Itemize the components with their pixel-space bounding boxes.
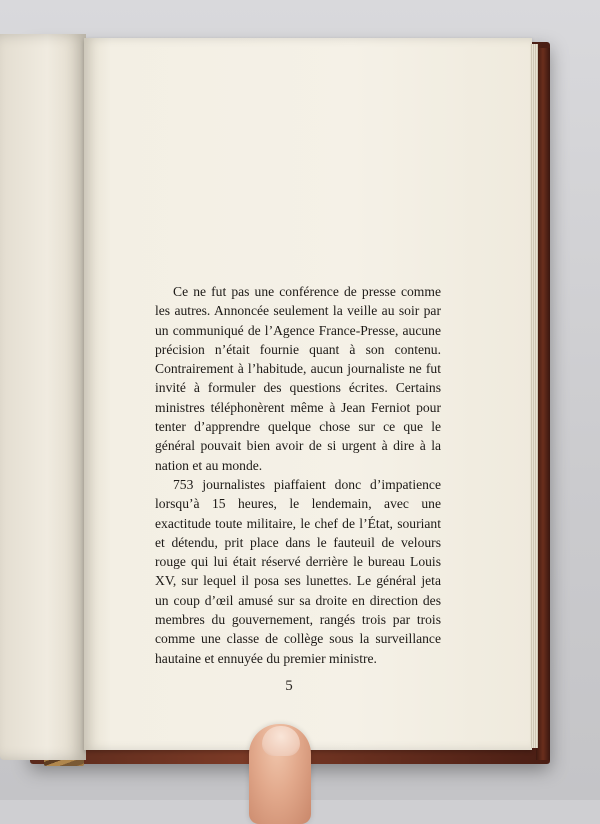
left-page	[0, 34, 86, 760]
paragraph-2: 753 journalistes piaffaient donc d’impatience lorsqu’à 15 heures, le lendemain, avec une exactitude toute militaire, le chef de l’État, souriant et détendu, prit place dans le fauteuil de velours rouge qui lui était réservé derrière le bureau Louis XV, sur lequel il posa ses lunettes. Le général jeta un coup d’œil amusé sur sa droite en direction des membres du gouvernement, rangés trois par trois comme une classe de collège sous la surveillance hautaine et ennuyée du premier ministre.	[155, 476, 441, 666]
paragraph-1: Ce ne fut pas une conférence de presse comme les autres. Annoncée seulement la veille au soir par un communiqué de l’Agence France-Presse, aucune précision n’était fournie quant à son contenu. Contrairement à l’habitude, aucun journaliste ne fut invité à formuler des questions écrites. Certains ministres téléphonèrent même à Jean Ferniot pour tenter d’apprendre quelque chose sur ce que le général pouvait bien avoir de si urgent à dire à la nation et au monde.	[155, 284, 441, 473]
page-edges	[530, 44, 538, 748]
cover-edge	[536, 48, 550, 760]
page-number: 5	[285, 678, 293, 694]
fingernail	[262, 726, 300, 756]
page-text	[155, 282, 441, 668]
